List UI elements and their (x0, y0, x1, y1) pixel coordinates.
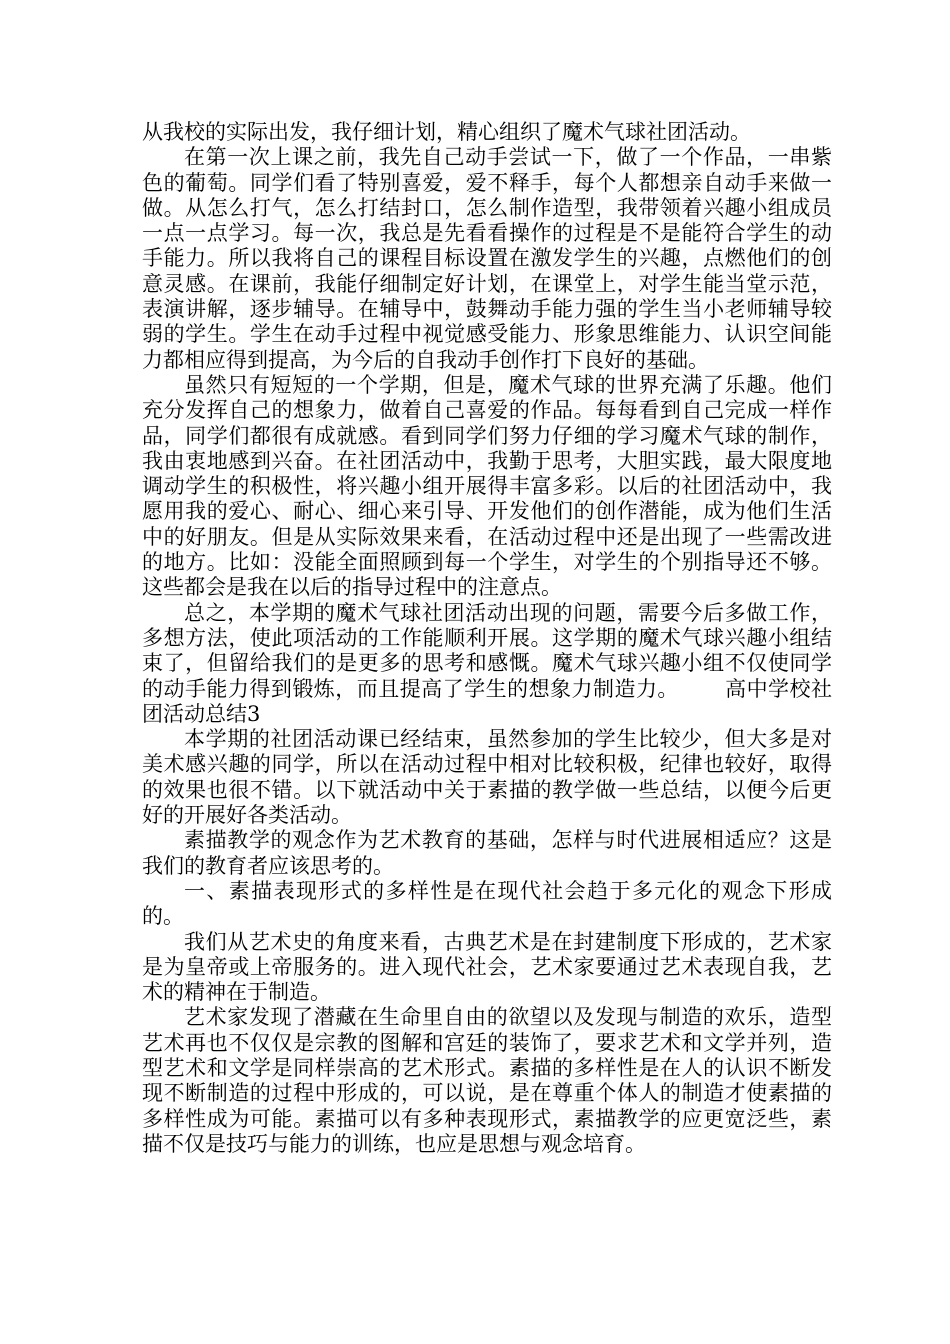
paragraph: 在第一次上课之前，我先自己动手尝试一下，做了一个作品，一串紫色的葡萄。同学们看了特别喜爱，爱不释手，每个人都想亲自动手来做一做。从怎么打气，怎么打结封口，怎么制作造型，我带领着兴趣小组成员一点一点学习。每一次，我总是先看看操作的过程是不是能符合学生的动手能力。所以我将自己的课程目标设置在激发学生的兴趣，点燃他们的创意灵感。在课前，我能仔细制定好计划，在课堂上，对学生能当堂示范，表演讲解，逐步辅导。在辅导中，鼓舞动手能力强的学生当小老师辅导较弱的学生。学生在动手过程中视觉感受能力、形象思维能力、认识空间能力都相应得到提高，为今后的自我动手创作打下良好的基础。 (142, 145, 832, 372)
paragraph-text: 总之，本学期的魔术气球社团活动出现的问题，需要今后多做工作，多想方法，使此项活动的工作能顺利开展。这学期的魔术气球兴趣小组结束了，但留给我们的是更多的思考和感慨。魔术气球兴趣小组不仅使同学的动手能力得到锻炼，而且提高了学生的想象力制造力。 (142, 600, 832, 701)
paragraph: 素描教学的观念作为艺术教育的基础，怎样与时代进展相适应？这是我们的教育者应该思考的。 (142, 828, 832, 878)
paragraph: 我们从艺术史的角度来看，古典艺术是在封建制度下形成的，艺术家是为皇帝或上帝服务的。进入现代社会，艺术家要通过艺术表现自我，艺术的精神在于制造。 (142, 929, 832, 1005)
paragraph (142, 601, 832, 727)
document-body (142, 120, 832, 1157)
paragraph: 艺术家发现了潜藏在生命里自由的欲望以及发现与制造的欢乐，造型艺术再也不仅仅是宗教的图解和宫廷的装饰了，要求艺术和文学并列，造型艺术和文学是同样崇高的艺术形式。素描的多样性是在人的认识不断发现不断制造的过程中形成的，可以说，是在尊重个体人的制造才使素描的多样性成为可能。素描可以有多种表现形式，素描教学的应更宽泛些，素描不仅是技巧与能力的训练，也应是思想与观念培育。 (142, 1005, 832, 1156)
paragraph: 虽然只有短短的一个学期，但是，魔术气球的世界充满了乐趣。他们充分发挥自己的想象力，做着自己喜爱的作品。每每看到自己完成一样作品，同学们都很有成就感。看到同学们努力仔细的学习魔术气球的制作，我由衷地感到兴奋。在社团活动中，我勤于思考，大胆实践，最大限度地调动学生的积极性，将兴趣小组开展得丰富多彩。以后的社团活动中，我愿用我的爱心、耐心、细心来引导、开发他们的创作潜能，成为他们生活中的好朋友。但是从实际效果来看，在活动过程中还是出现了一些需改进的地方。比如：没能全面照顾到每一个学生，对学生的个别指导还不够。这些都会是我在以后的指导过程中的注意点。 (142, 372, 832, 600)
paragraph: 从我校的实际出发，我仔细计划，精心组织了魔术气球社团活动。 (142, 120, 751, 144)
paragraph: 一、素描表现形式的多样性是在现代社会趋于多元化的观念下形成的。 (142, 878, 832, 929)
paragraph: 本学期的社团活动课已经结束，虽然参加的学生比较少，但大多是对美术感兴趣的同学，所以在活动过程中相对比较积极，纪律也较好，取得的效果也很不错。以下就活动中关于素描的教学做一些总结，以便今后更好的开展好各类活动。 (142, 727, 832, 828)
section-heading: 高中学校社团活动总结3 (142, 676, 832, 726)
